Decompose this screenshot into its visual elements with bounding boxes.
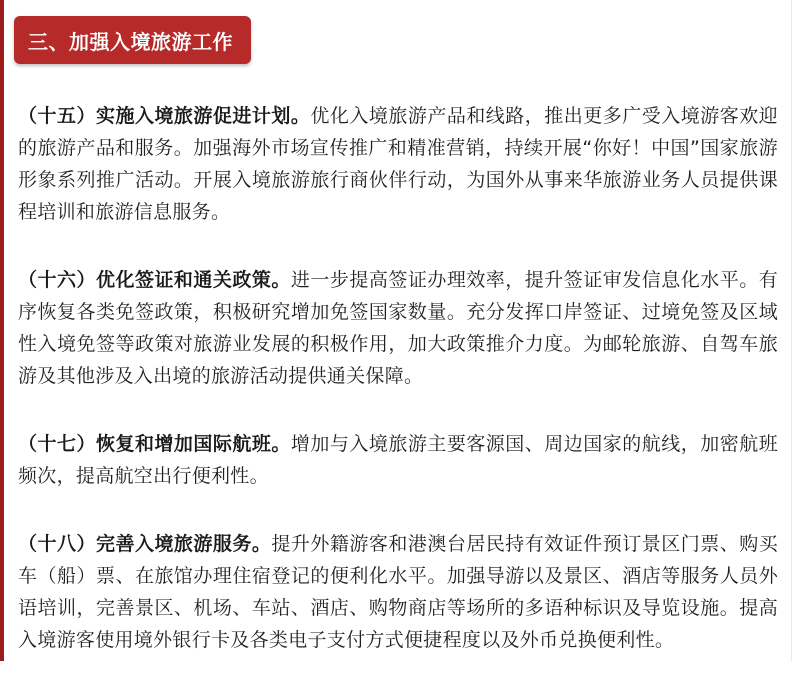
section-title-banner bbox=[14, 16, 251, 64]
paragraph-16-heading: （十六）优化签证和通关政策。 bbox=[18, 269, 291, 291]
left-accent-bar bbox=[0, 0, 4, 661]
paragraph-17 bbox=[18, 428, 778, 492]
paragraph-16 bbox=[18, 264, 778, 392]
paragraph-15-body: 优化入境旅游产品和线路，推出更多广受入境游客欢迎的旅游产品和服务。加强海外市场宣传推广和精准营销，持续开展“你好！中国”国家旅游形象系列推广活动。开展入境旅游旅行商伙伴行动，为国外从事来华旅游业务人员提供课程培训和旅游信息服务。 bbox=[18, 105, 778, 223]
paragraph-17-body: 增加与入境旅游主要客源国、周边国家的航线，加密航班频次，提高航空出行便利性。 bbox=[18, 433, 778, 487]
section-title: 三、加强入境旅游工作 bbox=[28, 29, 233, 54]
document-body bbox=[18, 100, 778, 692]
paragraph-18-body: 提升外籍游客和港澳台居民持有效证件预订景区门票、购买车（船）票、在旅馆办理住宿登记的便利化水平。加强导游以及景区、酒店等服务人员外语培训，完善景区、机场、车站、酒店、购物商店等场所的多语种标识及导览设施。提高入境游客使用境外银行卡及各类电子支付方式便捷程度以及外币兑换便利性。 bbox=[18, 533, 778, 651]
paragraph-15-heading: （十五）实施入境旅游促进计划。 bbox=[18, 105, 311, 127]
paragraph-18-heading: （十八）完善入境旅游服务。 bbox=[18, 533, 272, 555]
paragraph-16-body: 进一步提高签证办理效率，提升签证审发信息化水平。有序恢复各类免签政策，积极研究增加免签国家数量。充分发挥口岸签证、过境免签及区域性入境免签等政策对旅游业发展的积极作用，加大政策推介力度。为邮轮旅游、自驾车旅游及其他涉及入出境的旅游活动提供通关保障。 bbox=[18, 269, 778, 387]
paragraph-15 bbox=[18, 100, 778, 228]
right-divider bbox=[791, 0, 792, 661]
paragraph-17-heading: （十七）恢复和增加国际航班。 bbox=[18, 433, 291, 455]
paragraph-18 bbox=[18, 528, 778, 656]
